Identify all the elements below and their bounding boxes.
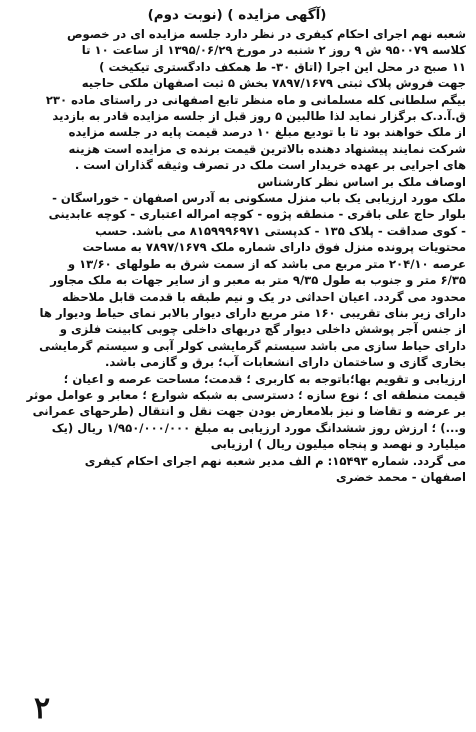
body-line: ۱۱ صبح در محل این اجرا (اتاق ۳۰- ط همکف دادگستری تیکیخت ): [99, 59, 466, 74]
body-line: محدود می گردد. اعیان احداثی در یک و نیم طبقه با قدمت قابل ملاحظه: [62, 289, 466, 304]
body-line: از جنس آجر پوشش داخلی دیوار گچ دربهای داخلی چوبی کابینت فلزی و: [59, 322, 466, 337]
body-line: ۶/۳۵ متر و جنوب به طول ۹/۳۵ متر به معبر و از سایر جهات به ملک مجاور: [50, 273, 466, 288]
body-line: ارزیابی و تقویم بها؛باتوجه به کاربری ؛ قدمت؛ مساحت عرصه و اعیان ؛: [63, 371, 466, 386]
body-line: محتویات پرونده منزل فوق دارای شماره ملک ۷۸۹۷/۱۶۷۹ به مساحت: [82, 240, 466, 255]
body-line: دارای حیاط سازی می باشد سیستم گرمایشی کولر آبی و سیستم گرمایشی: [39, 338, 466, 353]
page-mark: ۲: [34, 691, 51, 726]
body-line: ملک مورد ارزیابی یک باب منزل مسکونی به آدرس اصفهان - خوراسگان -: [52, 191, 466, 206]
body-line: بر عرضه و تقاضا و نیز بلامعارض بودن جهت نقل و انتقال (طرحهای عمرانی: [32, 404, 466, 419]
signature-line: اصفهان - محمد خضری: [336, 469, 466, 484]
body-line: شرکت نمایند پیشنهاد دهنده بالاترین قیمت برنده ی مزایده است هزینه: [68, 141, 466, 156]
body-line: و...) ؛ ارزش روز ششدانگ مورد ارزیابی به مبلغ ۱/۹۵۰/۰۰۰/۰۰۰ ریال (یک: [51, 420, 466, 435]
body-line: - کوی صداقت - پلاک ۱۳۵ - کدپستی ۸۱۵۹۹۹۶۹۷۱ می باشد. حسب: [95, 223, 466, 238]
body-line: می گردد. شماره ۱۵۴۹۳: م الف مدیر شعبه نهم اجرای احکام کیفری: [84, 453, 466, 468]
body-line: ق.آ.د.ک برگزار نماید لذا طالبین ۵ روز قبل از جلسه مزایده قادر به بازدید: [52, 109, 466, 124]
body-line: بلوار حاج علی باقری - منطقه پژوه - کوچه امراله اعتباری - کوچه عابدینی: [48, 207, 466, 222]
body-line: های اجرایی بر عهده خریدار است ملک در تصرف وثیقه گذاران است .: [74, 158, 466, 173]
body-line: بیگم سلطانی کله مسلمانی و ماه منظر تابع اصفهانی در راستای ماده ۲۳۰: [45, 92, 466, 107]
notice-body: [8, 26, 466, 485]
body-line: دارای زیر بنای تقریبی ۱۶۰ متر مربع دارای دیوار بالابر نمای حیاط ودیوار ها: [39, 305, 466, 320]
body-line: عرصه ۲۰۴/۱۰ متر مربع می باشد که از سمت شرق به طولهای ۱۳/۶۰ و: [67, 256, 466, 271]
body-line: جهت فروش پلاک ثبتی ۷۸۹۷/۱۶۷۹ بخش ۵ ثبت اصفهان ملکی حاجیه: [81, 76, 466, 91]
body-line: کلاسه ۹۵۰۰۷۹ ش ۹ روز ۲ شنبه در مورخ ۱۳۹۵/۰۶/۲۹ از ساعت ۱۰ تا: [81, 43, 466, 58]
body-line: میلیارد و نهصد و پنجاه میلیون ریال ) ارزیابی: [210, 437, 466, 452]
body-line: شعبه نهم اجرای احکام کیفری در نظر دارد جلسه مزایده ای در خصوص: [66, 27, 466, 41]
section-heading: اوصاف ملک بر اساس نظر کارشناس: [257, 174, 466, 189]
body-line: از ملک خواهند بود تا با تودیع مبلغ ۱۰ درصد قیمت پایه در جلسه مزایده: [68, 125, 466, 140]
body-line: قیمت منطقه ای ؛ نوع سازه ؛ دسترسی به شبکه شوارع ؛ معابر و عوامل موثر: [26, 387, 466, 402]
body-line: بخاری گازی و ساختمان دارای انشعابات آب؛ برق و گازمی باشد.: [104, 355, 466, 370]
notice-title: (آگهی مزایده ) (نوبت دوم): [147, 7, 327, 23]
